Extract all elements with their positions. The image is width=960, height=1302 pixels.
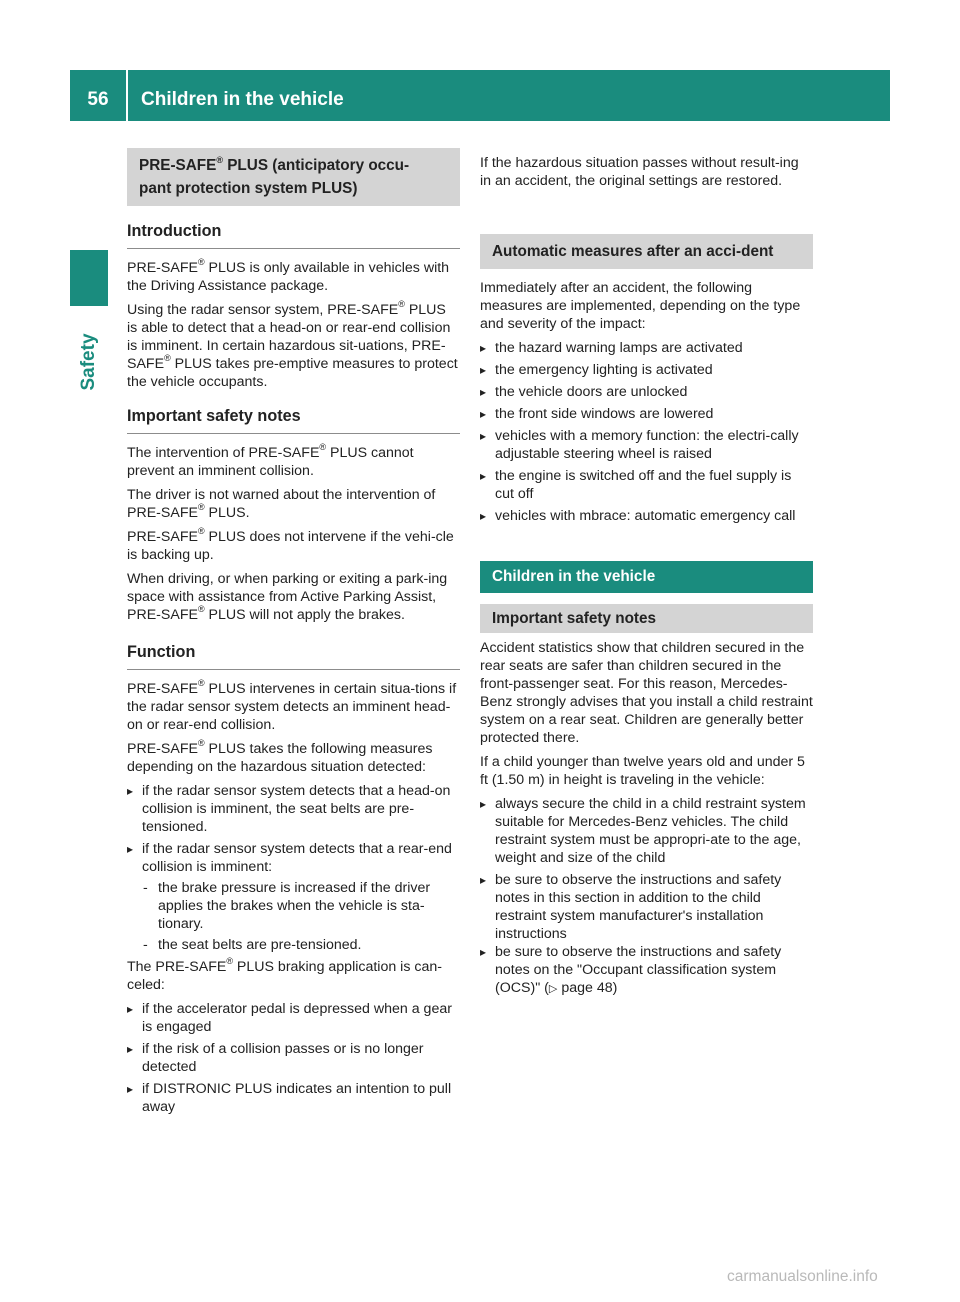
list-item: ▸ if the radar sensor system detects that a head-on collision is imminent, the seat belts are pre-tensioned. bbox=[127, 782, 460, 836]
paragraph: If the hazardous situation passes without result-ing in an accident, the original settings are restored. bbox=[480, 155, 799, 189]
children-section-title: Children in the vehicle bbox=[480, 561, 813, 593]
paragraph: Using the radar sensor system, PRE-SAFE® PLUS is able to detect that a head-on or rear-end collision is imminent. In certain hazardous sit-uations, PRE-SAFE® PLUS takes pre-emptive measures to protect the vehicle occupants. bbox=[127, 299, 458, 390]
bullet-list bbox=[127, 782, 460, 954]
watermark: carmanualsonline.info bbox=[727, 1268, 878, 1285]
paragraph: Immediately after an accident, the following measures are implemented, depending on the type and severity of the impact: bbox=[480, 280, 801, 332]
introduction-heading: Introduction bbox=[127, 221, 460, 249]
list-item: ▸ the front side windows are lowered bbox=[480, 405, 813, 423]
list-item: ▸ be sure to observe the instructions and safety notes in this section in addition to the child restraint system manufacturer's installation instructions bbox=[480, 871, 813, 943]
paragraph: PRE-SAFE® PLUS is only available in vehicles with the Driving Assistance package. bbox=[127, 257, 450, 294]
paragraph: The PRE-SAFE® PLUS braking application is can-celed: bbox=[127, 956, 442, 993]
list-item: ▸ if DISTRONIC PLUS indicates an intention to pull away bbox=[127, 1080, 460, 1116]
automatic-measures-list bbox=[480, 339, 813, 525]
bullet-list bbox=[127, 1000, 460, 1116]
paragraph: If a child younger than twelve years old and under 5 ft (1.50 m) in height is traveling in the vehicle: bbox=[480, 754, 805, 788]
children-safety-list bbox=[480, 795, 813, 943]
list-item: ▸ if the accelerator pedal is depressed when a gear is engaged bbox=[127, 1000, 460, 1036]
list-item: ▸ if the radar sensor system detects that a rear-end collision is imminent: - the brake pressure is increased if the driver applies the brakes when the vehicle is sta-tionary. - the seat belts are pre-tensioned. bbox=[127, 840, 460, 954]
header-divider bbox=[126, 70, 128, 121]
paragraph: When driving, or when parking or exiting a park-ing space with assistance from Active Parking Assist, PRE-SAFE® PLUS will not apply the brakes. bbox=[127, 571, 448, 623]
list-item: ▸ always secure the child in a child restraint system suitable for Mercedes-Benz vehicles. The child restraint system must be appropri-ate to the age, weight and size of the child bbox=[480, 795, 813, 867]
side-tab-label: Safety bbox=[78, 333, 99, 391]
children-safety-list-end bbox=[480, 943, 813, 998]
right-column bbox=[480, 154, 813, 1002]
paragraph: Accident statistics show that children secured in the rear seats are safer than children secured in the front-passenger seat. For this reason, Mercedes-Benz strongly advises that you install a child restraint system on a rear seat. Children are generally better protected there. bbox=[480, 640, 813, 746]
chapter-title: Children in the vehicle bbox=[141, 89, 344, 110]
function-heading: Function bbox=[127, 642, 460, 670]
list-item: - the brake pressure is increased if the driver applies the brakes when the vehicle is sta-tionary. bbox=[142, 879, 460, 933]
list-item: ▸ the engine is switched off and the fuel supply is cut off bbox=[480, 467, 813, 503]
side-tab-marker bbox=[70, 250, 108, 306]
pre-safe-section-title: PRE-SAFE® PLUS (anticipatory occu- pant protection system PLUS) bbox=[127, 148, 460, 206]
list-item: ▸ vehicles with a memory function: the electri-cally adjustable steering wheel is raised bbox=[480, 427, 813, 463]
dash-list bbox=[142, 879, 460, 954]
paragraph: PRE-SAFE® PLUS intervenes in certain situa-tions if the radar sensor system detects an imminent head-on or rear-end collision. bbox=[127, 678, 457, 733]
paragraph: The driver is not warned about the intervention of PRE-SAFE® PLUS. bbox=[127, 487, 436, 521]
safety-notes-heading: Important safety notes bbox=[127, 406, 460, 434]
page-reference-arrow-icon: ▷ bbox=[548, 983, 558, 995]
list-item: - the seat belts are pre-tensioned. bbox=[142, 936, 460, 954]
list-item: ▸ be sure to observe the instructions and safety notes on the "Occupant classification system (OCS)" (▷ page 48) bbox=[480, 943, 813, 998]
paragraph: PRE-SAFE® PLUS takes the following measures depending on the hazardous situation detected: bbox=[127, 738, 433, 775]
side-tab bbox=[68, 322, 110, 402]
automatic-measures-title: Automatic measures after an acci-dent bbox=[480, 234, 813, 269]
list-item: ▸ if the risk of a collision passes or is no longer detected bbox=[127, 1040, 460, 1076]
list-item: ▸ the emergency lighting is activated bbox=[480, 361, 813, 379]
left-column bbox=[127, 148, 460, 1120]
list-item: ▸ the vehicle doors are unlocked bbox=[480, 383, 813, 401]
page-number: 56 bbox=[87, 89, 109, 110]
list-item: ▸ the hazard warning lamps are activated bbox=[480, 339, 813, 357]
paragraph: The intervention of PRE-SAFE® PLUS cannot prevent an imminent collision. bbox=[127, 442, 414, 479]
page-header bbox=[70, 70, 890, 121]
children-safety-notes-title: Important safety notes bbox=[480, 604, 813, 633]
list-item: ▸ vehicles with mbrace: automatic emergency call bbox=[480, 507, 813, 525]
paragraph: PRE-SAFE® PLUS does not intervene if the vehi-cle is backing up. bbox=[127, 526, 454, 563]
